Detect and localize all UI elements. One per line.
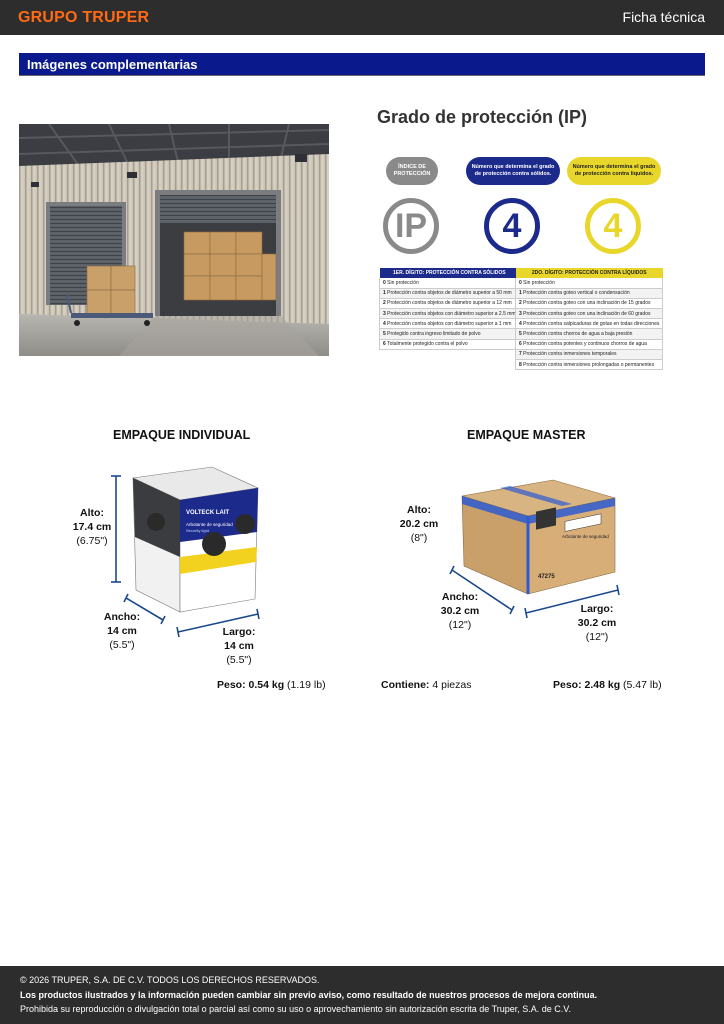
- ip-title: Grado de protección (IP): [377, 107, 588, 127]
- table-cell: [516, 278, 663, 288]
- master-package-title: EMPAQUE MASTER: [467, 428, 586, 442]
- master-length-cm: 30.2 cm: [577, 617, 617, 629]
- table-row: [516, 360, 663, 370]
- row-digit: 6: [383, 341, 386, 348]
- master-width-in: (12"): [448, 619, 472, 631]
- table-row: [380, 288, 520, 298]
- first-digit-circle: 4: [484, 198, 540, 254]
- table-row: [380, 298, 520, 308]
- individual-weight-lb: (1.19 lb): [287, 679, 326, 691]
- row-digit: 3: [519, 310, 522, 317]
- row-description: Protección contra objetos de diámetro superior a 50 mm: [387, 290, 512, 297]
- individual-package-title: EMPAQUE INDIVIDUAL: [113, 428, 251, 442]
- table-row: [516, 298, 663, 308]
- table-cell: [516, 319, 663, 329]
- row-description: Protección contra goteo vertical o condensación: [523, 290, 630, 297]
- document-type: Ficha técnica: [622, 9, 705, 25]
- master-height-cm: 20.2 cm: [399, 518, 439, 530]
- liquids-table: [515, 268, 663, 370]
- table-row: [516, 278, 663, 288]
- master-weight: [553, 679, 662, 691]
- individual-height: [66, 506, 118, 548]
- row-description: Protección contra salpicaduras de gotas en todas direcciones: [523, 320, 660, 327]
- master-weight-lb: (5.47 lb): [623, 679, 662, 691]
- master-contents-label: Contiene:: [381, 679, 430, 691]
- row-description: Protección contra objetos de diámetro superior a 12 mm: [387, 300, 512, 307]
- table-cell: [380, 309, 520, 319]
- master-box-text: Arbotante de seguridad: [562, 534, 609, 539]
- table-cell: [516, 309, 663, 319]
- table-row: [516, 309, 663, 319]
- row-description: Totalmente protegido contra el polvo: [387, 341, 468, 348]
- row-description: Protección contra inmersiones prolongadas o permanentes: [523, 361, 655, 368]
- row-description: Protección contra objetos con diámetro superior a 1 mm: [387, 320, 512, 327]
- table-cell: [516, 288, 663, 298]
- master-weight-label: Peso:: [553, 679, 582, 691]
- row-description: Protección contra goteo con una inclinación de 15 grados: [523, 300, 651, 307]
- master-height-label: Alto:: [407, 504, 431, 516]
- table-row: [516, 329, 663, 339]
- row-digit: 1: [383, 290, 386, 297]
- row-digit: 2: [383, 300, 386, 307]
- row-description: Protegido contra ingreso limitado de polvo: [387, 331, 481, 338]
- box-product-text-en: Security light: [186, 528, 209, 533]
- box-brand-text: VOLTECK LAIT: [186, 510, 230, 516]
- individual-length-in: (5.5"): [226, 654, 252, 666]
- row-digit: 0: [383, 279, 386, 286]
- footer-copyright: © 2026 TRUPER, S.A. DE C.V. TODOS LOS DERECHOS RESERVADOS.: [20, 975, 320, 985]
- footer-disclaimer: Los productos ilustrados y la información pueden cambiar sin previo aviso, como resultado de nuestros procesos de mejora continua.: [20, 990, 598, 1000]
- individual-length-cm: 14 cm: [224, 640, 254, 652]
- individual-width-label: Ancho:: [103, 611, 141, 623]
- individual-weight-kg: 0.54 kg: [248, 679, 285, 691]
- table-row: [516, 339, 663, 349]
- solids-table-header: 1ER. DÍGITO: PROTECCIÓN CONTRA SÓLIDOS: [380, 268, 520, 278]
- footer: [0, 966, 724, 1024]
- row-digit: 5: [519, 331, 522, 338]
- top-bar: [0, 0, 724, 35]
- table-cell: [516, 339, 663, 349]
- solids-table: [379, 268, 520, 350]
- footer-legal: Prohibida su reproducción o divulgación total o parcial así como su uso o aprovechamiento sin autorización escrita de Truper, S.A. de C.V.: [20, 1004, 571, 1014]
- row-description: Sin protección: [387, 279, 419, 286]
- master-length-label: Largo:: [580, 603, 614, 615]
- table-row: [516, 288, 663, 298]
- row-description: Protección contra potentes y continuos chorros de agua: [523, 341, 647, 348]
- row-digit: 5: [383, 331, 386, 338]
- individual-length: [213, 625, 265, 667]
- master-contents-value: 4 piezas: [432, 679, 472, 691]
- table-row: [516, 319, 663, 329]
- section-title: Imágenes complementarias: [27, 57, 198, 72]
- pill-liquids: Número que determina el grado de protección contra líquidos.: [567, 157, 661, 185]
- table-cell: [516, 329, 663, 339]
- table-cell: [380, 319, 520, 329]
- table-row: [380, 339, 520, 349]
- table-cell: [380, 329, 520, 339]
- master-height: [393, 503, 445, 545]
- row-digit: 2: [519, 300, 522, 307]
- table-cell: [380, 288, 520, 298]
- row-digit: 3: [383, 310, 386, 317]
- table-cell: [516, 298, 663, 308]
- table-row: [380, 319, 520, 329]
- ip-circle: IP: [383, 198, 439, 254]
- table-row: [516, 349, 663, 359]
- row-digit: 8: [519, 361, 522, 368]
- individual-width: [96, 610, 148, 652]
- section-header: [19, 53, 705, 76]
- master-box-code: 47275: [538, 574, 555, 580]
- master-length: [571, 602, 623, 644]
- box-product-text: Arbotante de seguridad: [186, 522, 233, 527]
- table-cell: [380, 298, 520, 308]
- master-width-cm: 30.2 cm: [440, 605, 480, 617]
- individual-weight-label: Peso:: [217, 679, 246, 691]
- master-contents: [381, 679, 471, 691]
- master-width-label: Ancho:: [441, 591, 479, 603]
- row-description: Protección contra chorros de agua a baja presión: [523, 331, 633, 338]
- individual-width-in: (5.5"): [109, 639, 135, 651]
- individual-height-in: (6.75"): [76, 535, 108, 547]
- row-description: Protección contra inmersiones temporales: [523, 351, 617, 358]
- row-description: Protección contra goteo con una inclinación de 60 grados: [523, 310, 651, 317]
- table-cell: [380, 339, 520, 349]
- row-digit: 0: [519, 279, 522, 286]
- table-cell: [516, 349, 663, 359]
- pill-solids: Número que determina el grado de protección contra sólidos.: [466, 157, 560, 185]
- master-length-in: (12"): [585, 631, 609, 643]
- row-digit: 4: [383, 320, 386, 327]
- master-height-in: (8"): [410, 532, 428, 544]
- warehouse-photo: [19, 124, 329, 356]
- individual-weight: [217, 679, 326, 691]
- pill-protection-index: ÍNDICE DE PROTECCIÓN: [386, 157, 438, 185]
- second-digit-circle: 4: [585, 198, 641, 254]
- table-cell: [380, 278, 520, 288]
- individual-width-cm: 14 cm: [107, 625, 137, 637]
- individual-height-cm: 17.4 cm: [72, 521, 112, 533]
- row-description: Sin protección: [523, 279, 555, 286]
- table-row: [380, 278, 520, 288]
- individual-length-label: Largo:: [222, 626, 256, 638]
- individual-height-label: Alto:: [80, 507, 104, 519]
- row-description: Protección contra objetos con diámetro superior a 2.5 mm: [387, 310, 516, 317]
- master-width: [434, 590, 486, 632]
- table-cell: [516, 360, 663, 370]
- table-row: [380, 329, 520, 339]
- table-row: [380, 309, 520, 319]
- master-weight-kg: 2.48 kg: [584, 679, 621, 691]
- liquids-table-header: 2DO. DÍGITO: PROTECCIÓN CONTRA LÍQUIDOS: [516, 268, 663, 278]
- row-digit: 4: [519, 320, 522, 327]
- brand-logo: GRUPO TRUPER: [18, 9, 150, 26]
- row-digit: 6: [519, 341, 522, 348]
- row-digit: 7: [519, 351, 522, 358]
- row-digit: 1: [519, 290, 522, 297]
